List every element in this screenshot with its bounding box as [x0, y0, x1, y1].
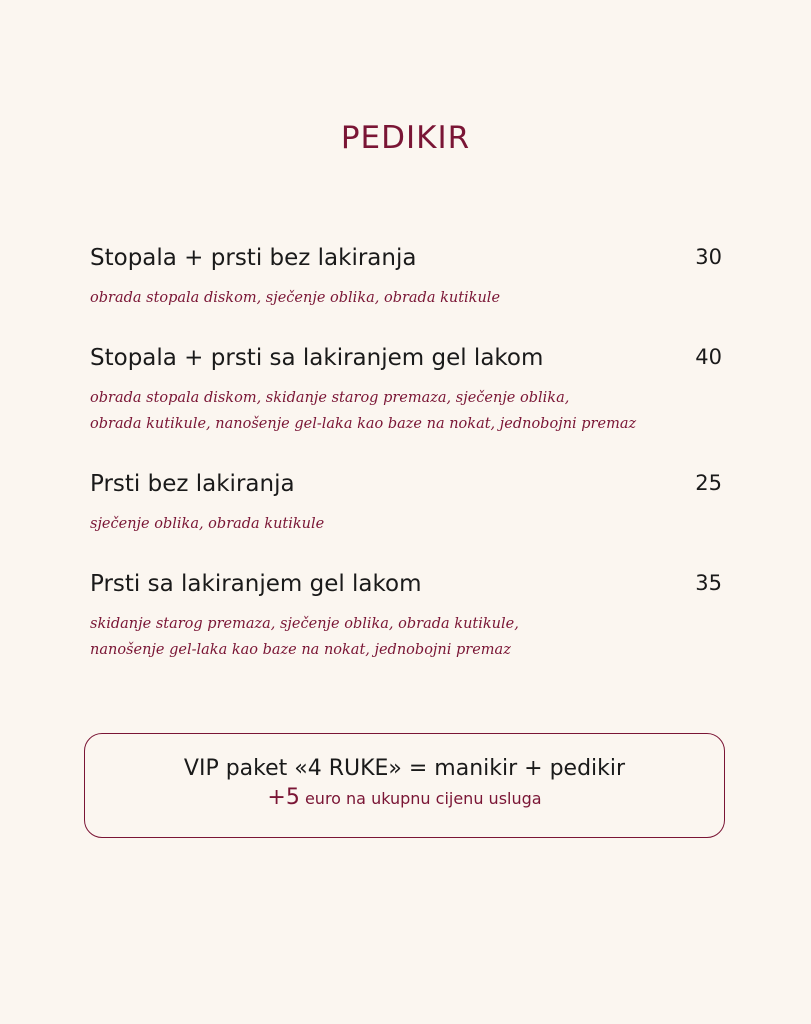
menu-item — [90, 571, 722, 663]
item-price: 40 — [695, 345, 722, 369]
vip-plus-amount: +5 — [267, 785, 300, 810]
vip-subtitle — [85, 785, 724, 810]
item-description-line: skidanje starog premaza, sječenje oblika, obrada kutikule, — [90, 616, 519, 632]
item-description-line: nanošenje gel-laka kao baze na nokat, jednobojni premaz — [90, 642, 511, 658]
page-title: PEDIKIR — [340, 120, 471, 156]
item-description — [90, 611, 722, 663]
item-name: Stopala + prsti sa lakiranjem gel lakom — [90, 345, 544, 371]
item-description-line: obrada stopala diskom, sječenje oblika, obrada kutikule — [90, 290, 501, 306]
item-price: 30 — [695, 245, 722, 269]
vip-title: VIP paket «4 RUKE» = manikir + pedikir — [183, 756, 626, 781]
vip-package-box — [84, 733, 725, 838]
item-description-line: obrada kutikule, nanošenje gel-laka kao baze na nokat, jednobojni premaz — [90, 416, 637, 432]
item-description — [90, 511, 722, 537]
menu-item — [90, 471, 722, 537]
item-name: Prsti sa lakiranjem gel lakom — [90, 571, 422, 597]
item-price: 35 — [695, 571, 722, 595]
item-description — [90, 285, 722, 311]
item-description-line: sječenje oblika, obrada kutikule — [90, 516, 325, 532]
item-description — [90, 385, 722, 437]
vip-subtitle-text: euro na ukupnu cijenu usluga — [304, 789, 542, 808]
item-name: Prsti bez lakiranja — [90, 471, 295, 497]
item-name: Stopala + prsti bez lakiranja — [90, 245, 417, 271]
item-price: 25 — [695, 471, 722, 495]
item-description-line: obrada stopala diskom, skidanje starog premaza, sječenje oblika, — [90, 390, 570, 406]
menu-item — [90, 245, 722, 311]
menu-item — [90, 345, 722, 437]
